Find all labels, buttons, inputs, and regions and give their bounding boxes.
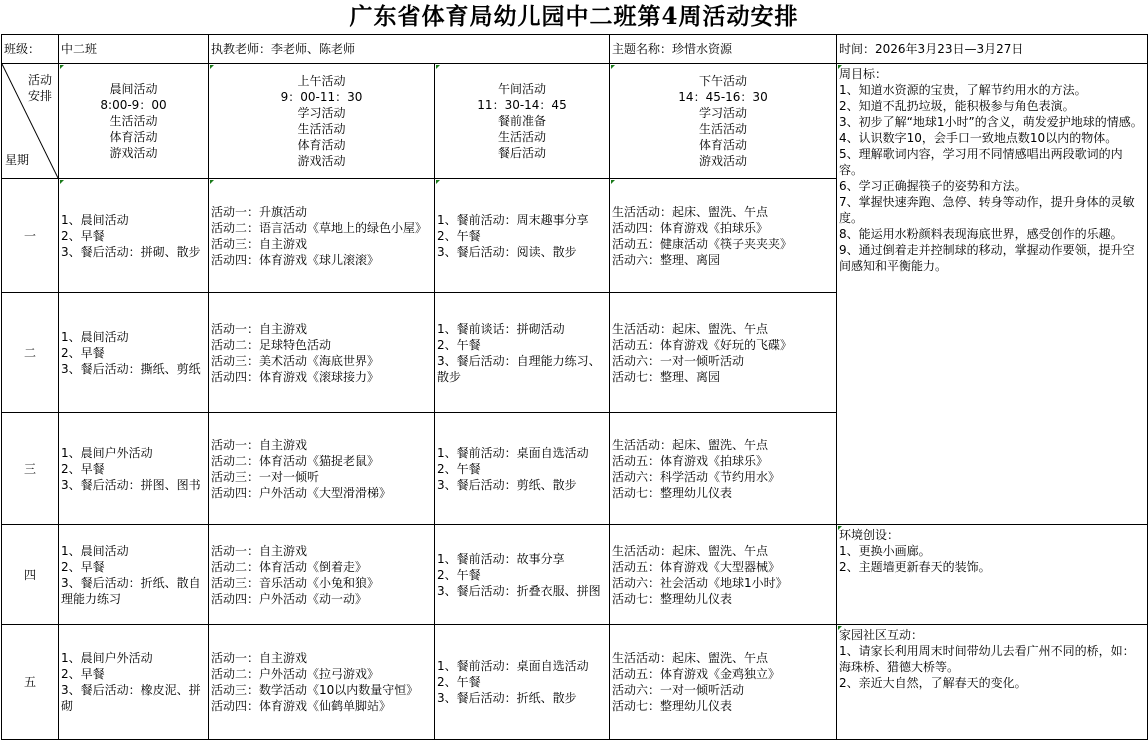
afternoon-cell: 生活活动：起床、盥洗、午点 活动五：体育游戏《金鸡独立》 活动六：一对一倾听活动 活动七：整理幼儿仪表: [610, 625, 837, 740]
week-goals: 周目标： 1、知道水资源的宝贵，了解节约用水的方法。 2、知道不乱扔垃圾，能积极参与角色表演。 3、初步了解“地球1小时”的含义，萌发爱护地球的情感。 4、认识数字10，会手口一致地点数10以内的物体。 5、理解歌词内容，学习用不同情感唱出两段歌词的内容。 6、学习正确握筷子的姿势和方法。 7、掌握快速奔跑、急停、转身等动作，提升身体的灵敏度。 8、能运用水粉颜料表现海底世界，感受创作的乐趣。 9、通过倒着走并控制球的移动，掌握动作要领，提升空间感知和平衡能力。: [837, 64, 1148, 525]
info-row: [2, 35, 1148, 64]
weekday-cell: 一: [2, 179, 59, 293]
morning-cell: 1、晨间户外活动 2、早餐 3、餐后活动：橡皮泥、拼砌: [59, 625, 209, 740]
afternoon-cell: 生活活动：起床、盥洗、午点 活动五：体育游戏《好玩的飞碟》 活动六：一对一倾听活动 活动七：整理、离园: [610, 293, 837, 413]
noon-cell: 1、餐前活动：故事分享 2、午餐 3、餐后活动：折叠衣服、拼图: [435, 525, 610, 625]
afternoon-cell: 生活活动：起床、盥洗、午点 活动四：体育游戏《拍球乐》 活动五：健康活动《筷子夹夹夹》 活动六：整理、离园: [610, 179, 837, 293]
corner-cell: [2, 64, 59, 179]
forenoon-cell: 活动一：自主游戏 活动二：体育活动《猫捉老鼠》 活动三：一对一倾听 活动四：户外活动《大型滑滑梯》: [209, 413, 435, 525]
noon-cell: 1、餐前活动：桌面自选活动 2、午餐 3、餐后活动：折纸、散步: [435, 625, 610, 740]
environment-setup: 环境创设： 1、更换小画廊。 2、主题墙更新春天的装饰。: [837, 525, 1148, 625]
forenoon-cell: 活动一：自主游戏 活动二：户外活动《拉弓游戏》 活动三：数学活动《10以内数量守恒》 活动四：体育游戏《仙鹤单脚站》: [209, 625, 435, 740]
corner-activity-label: 活动 安排: [27, 73, 52, 103]
forenoon-cell: 活动一：自主游戏 活动二：体育活动《倒着走》 活动三：音乐活动《小兔和狼》 活动四：户外活动《动一动》: [209, 525, 435, 625]
noon-cell: 1、餐前活动：桌面自选活动 2、午餐 3、餐后活动：剪纸、散步: [435, 413, 610, 525]
corner-weekday-label: 星期: [5, 153, 30, 167]
home-community-interaction: 家园社区互动： 1、请家长利用周末时间带幼儿去看广州不同的桥，如：海珠桥、猎德大桥等。 2、亲近大自然，了解春天的变化。: [837, 625, 1148, 740]
forenoon-cell: 活动一：自主游戏 活动二：足球特色活动 活动三：美术活动《海底世界》 活动四：体育游戏《滚球接力》: [209, 293, 435, 413]
schedule-table: [1, 34, 1148, 740]
morning-cell: 1、晨间户外活动 2、早餐 3、餐后活动：拼图、图书: [59, 413, 209, 525]
theme-info: 主题名称：珍惜水资源: [610, 35, 837, 64]
weekday-cell: 四: [2, 525, 59, 625]
community-title: 家园社区互动：: [839, 628, 924, 642]
afternoon-cell: 生活活动：起床、盥洗、午点 活动五：体育游戏《拍球乐》 活动六：科学活动《节约用水》 活动七：整理幼儿仪表: [610, 413, 837, 525]
weekday-cell: 五: [2, 625, 59, 740]
header-morning: 晨间活动 8:00-9：00 生活活动 体育活动 游戏活动: [59, 64, 209, 179]
table-row: [2, 625, 1148, 740]
header-forenoon: 上午活动 9：00-11：30 学习活动 生活活动 体育活动 游戏活动: [209, 64, 435, 179]
morning-cell: 1、晨间活动 2、早餐 3、餐后活动：拼砌、散步: [59, 179, 209, 293]
weekday-cell: 二: [2, 293, 59, 413]
noon-cell: 1、餐前谈话：拼砌活动 2、午餐 3、餐后活动：自理能力练习、散步: [435, 293, 610, 413]
noon-cell: 1、餐前活动：周末趣事分享 2、午餐 3、餐后活动：阅读、散步: [435, 179, 610, 293]
header-row: [2, 64, 1148, 179]
forenoon-cell: 活动一：升旗活动 活动二：语言活动《草地上的绿色小屋》 活动三：自主游戏 活动四：体育游戏《球儿滚滚》: [209, 179, 435, 293]
class-value: 中二班: [59, 35, 209, 64]
page-title: 广东省体育局幼儿园中二班第4周活动安排: [349, 3, 799, 30]
table-row: [2, 525, 1148, 625]
morning-cell: 1、晨间活动 2、早餐 3、餐后活动：撕纸、剪纸: [59, 293, 209, 413]
environment-title: 环境创设：: [839, 528, 900, 542]
weekday-cell: 三: [2, 413, 59, 525]
class-label: 班级：: [2, 35, 59, 64]
morning-cell: 1、晨间活动 2、早餐 3、餐后活动：折纸、散自理能力练习: [59, 525, 209, 625]
afternoon-cell: 生活活动：起床、盥洗、午点 活动五：体育游戏《大型器械》 活动六：社会活动《地球1小时》 活动七：整理幼儿仪表: [610, 525, 837, 625]
time-info: 时间：2026年3月23日—3月27日: [837, 35, 1148, 64]
header-afternoon: 下午活动 14：45-16：30 学习活动 生活活动 体育活动 游戏活动: [610, 64, 837, 179]
header-noon: 午间活动 11：30-14：45 餐前准备 生活活动 餐后活动: [435, 64, 610, 179]
teachers-info: 执教老师：李老师、陈老师: [209, 35, 610, 64]
week-goals-title: 周目标：: [839, 67, 888, 81]
